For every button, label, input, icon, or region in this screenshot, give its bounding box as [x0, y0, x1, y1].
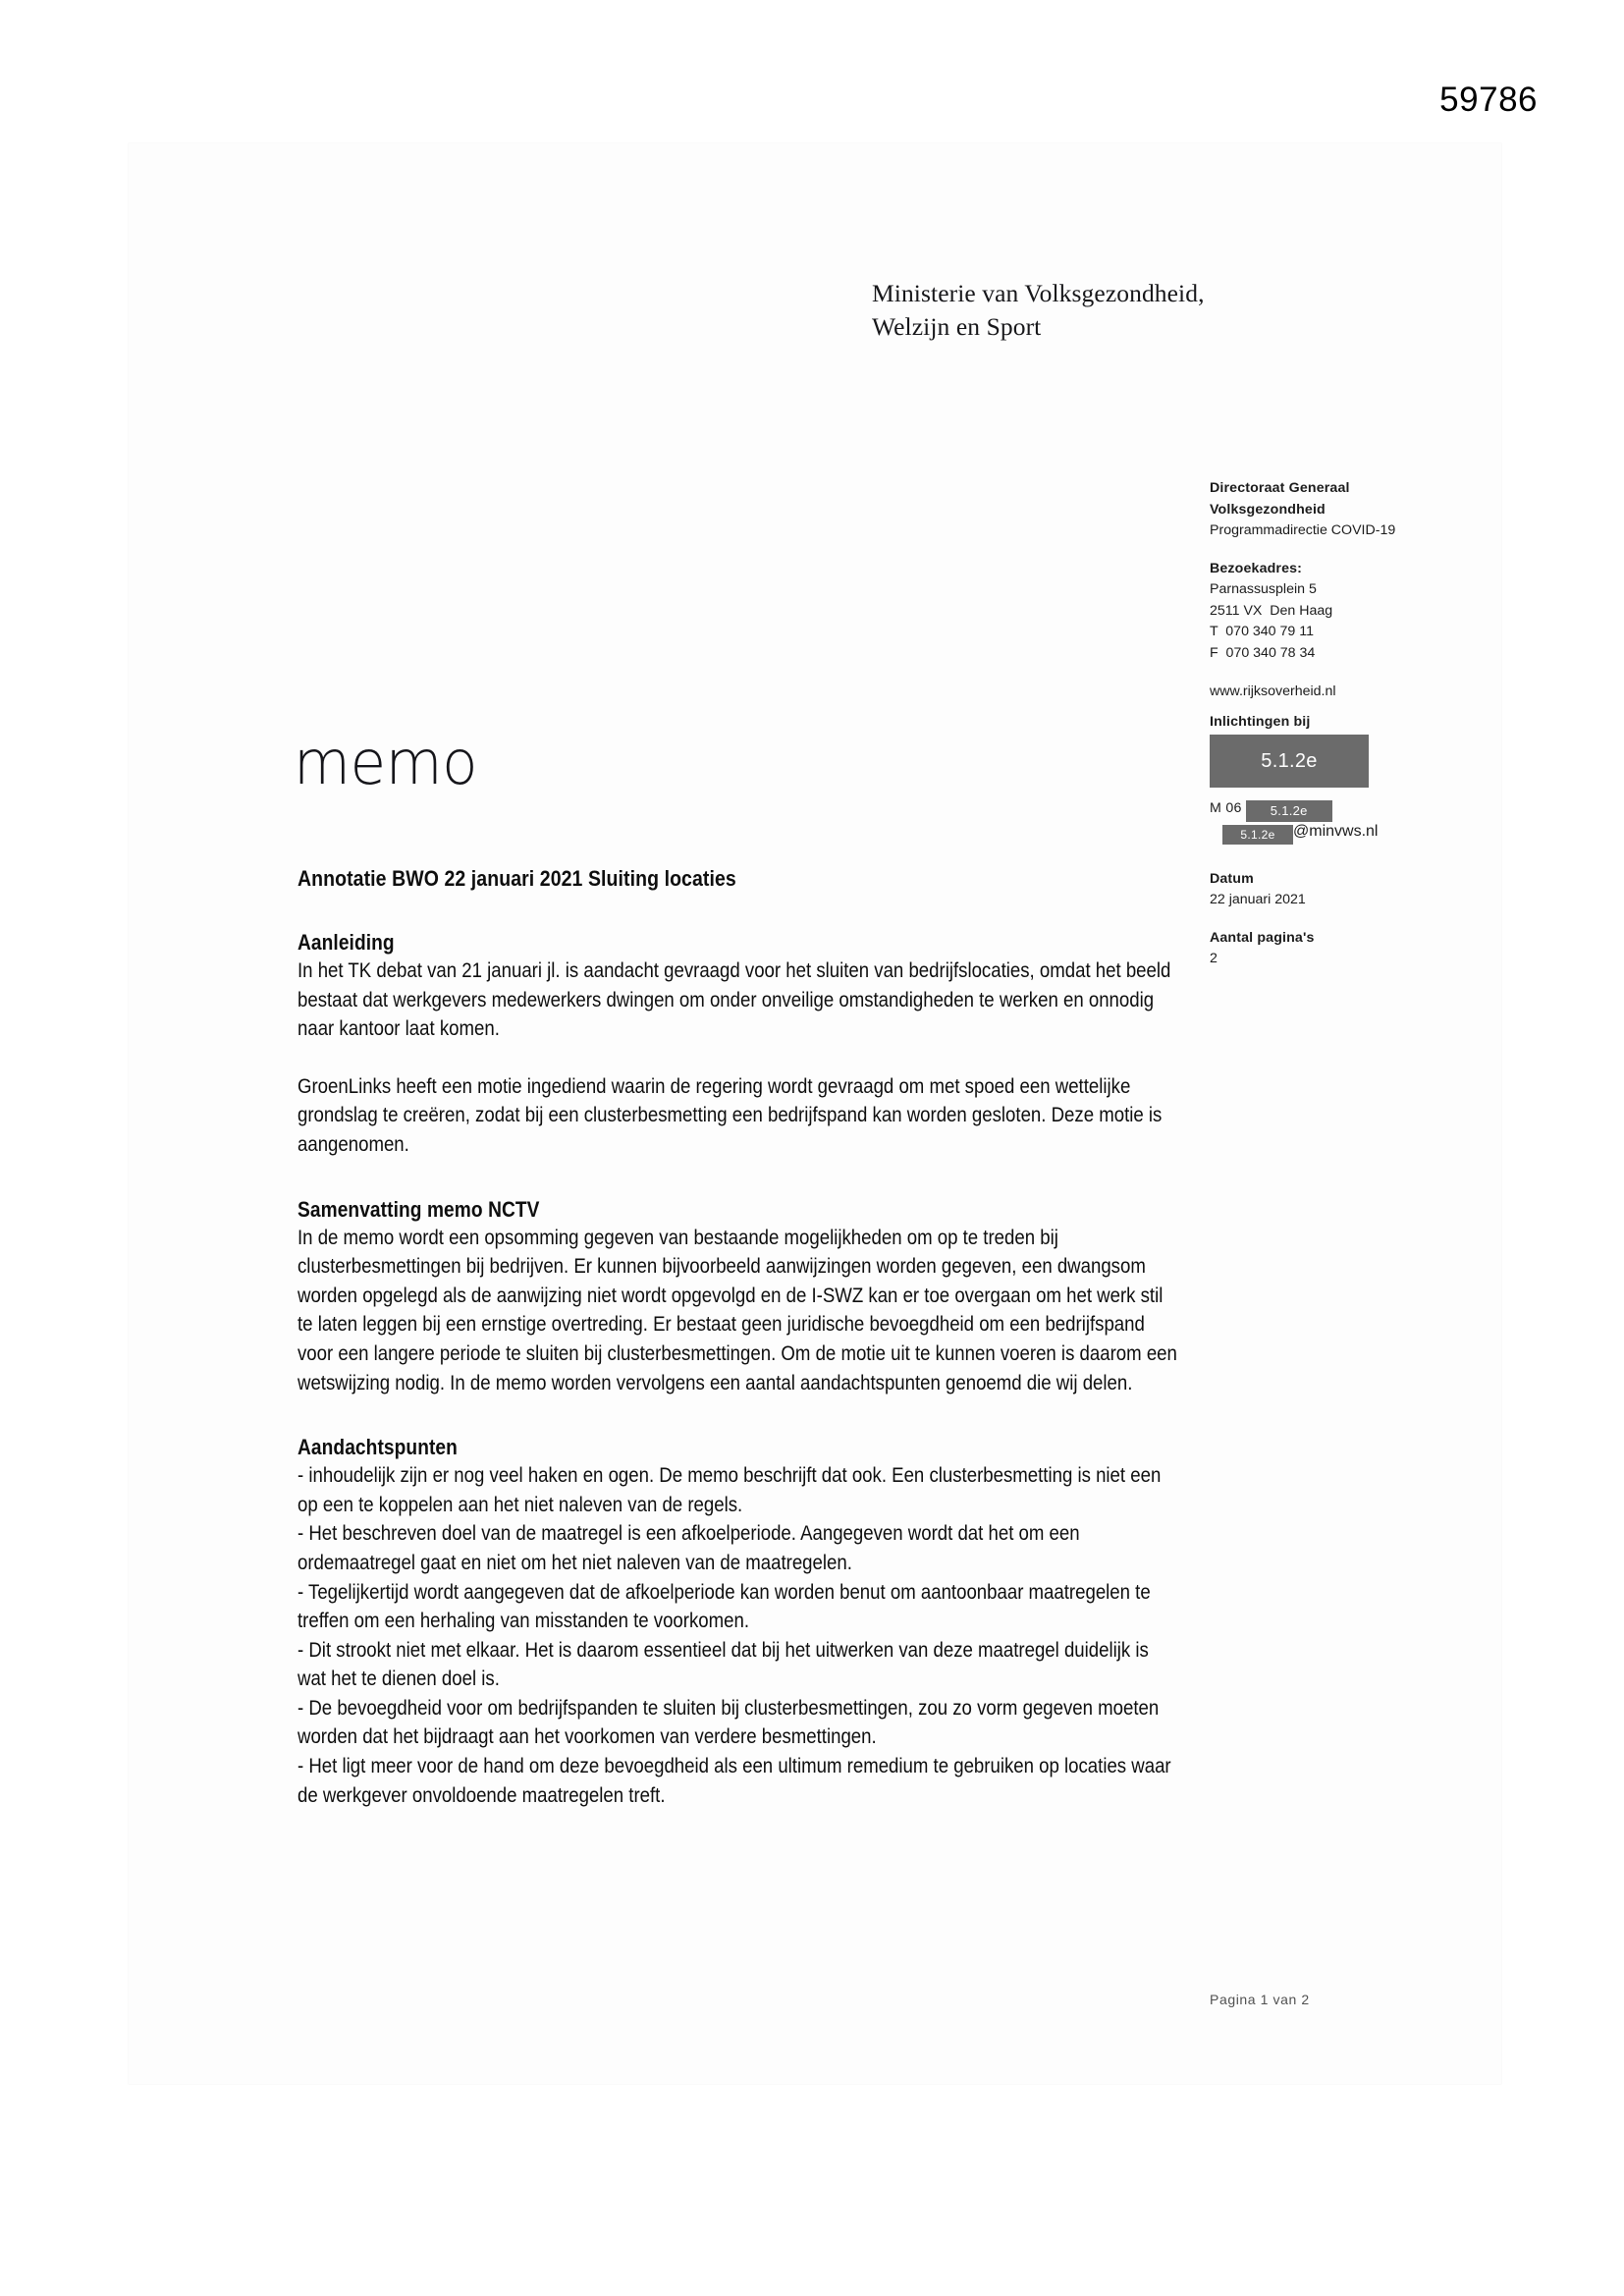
phone-number: T 070 340 79 11 [1210, 624, 1314, 640]
document-title: Annotatie BWO 22 januari 2021 Sluiting locaties [298, 866, 736, 891]
section-heading-samenvatting: Samenvatting memo NCTV [298, 1196, 540, 1222]
date-value: 22 januari 2021 [1210, 892, 1306, 908]
ministry-line-2: Welzijn en Sport [872, 312, 1042, 342]
spacer [1210, 702, 1477, 712]
directorate-line-1: Directoraat Generaal [1210, 480, 1350, 496]
paragraph-samenvatting-1: In de memo wordt een opsomming gegeven van bestaande mogelijkheden om op te treden bij clusterbesmettingen bij bedrijven. Er kunnen bijvoorbeeld aanwijzingen worden gegeven, een dwangsom worden opgelegd als de aanwijzing niet wordt opgevolgd en de I-SWZ kan er toe overgaan om het werk stil te laten leggen bij een ernstige overtreding. Er bestaat geen juridische bevoegdheid om een bedrijfspand voor een langere periode te sluiten bij clusterbesmettingen. Om de motie uit te kunnen voeren is daarom een wetswijzing nodig. In de memo worden vervolgens een aantal aandachtspunten genoemd die wij delen. [298, 1225, 1177, 1394]
list-item: - Dit strookt niet met elkaar. Het is daarom essentieel dat bij het uitwerken van deze maatregel duidelijk is wat het te dienen doel is. [298, 1637, 1149, 1691]
list-item: - Het ligt meer voor de hand om deze bevoegdheid als een ultimum remedium te gebruiken op locaties waar de werkgever onvoldoende maatregelen treft. [298, 1754, 1171, 1807]
scan-id-number: 59786 [1439, 81, 1538, 119]
address-city: 2511 VX Den Haag [1210, 602, 1333, 619]
spacer [1210, 788, 1477, 797]
page-indicator: Pagina 1 van 2 [1210, 1992, 1310, 2007]
fax-number: F 070 340 78 34 [1210, 645, 1316, 662]
redaction-box-email-user: 5.1.2e [1222, 825, 1293, 845]
section-heading-aandachtspunten: Aandachtspunten [298, 1435, 458, 1460]
memo-word-title: memo [294, 727, 478, 798]
ministry-logo-text [872, 277, 1205, 344]
spacer [1210, 845, 1477, 869]
paragraph-aanleiding-1: In het TK debat van 21 januari jl. is aandacht gevraagd voor het sluiten van bedrijfslocaties, omdat het beeld bestaat dat werkgevers medewerkers dwingen om onder onveilige omstandigheden te werken en onnodig naar kantoor laat komen. [298, 958, 1171, 1041]
redaction-box-mobile: 5.1.2e [1246, 800, 1332, 822]
list-item: - De bevoegdheid voor om bedrijfspanden te sluiten bij clusterbesmettingen, zou zo vorm gegeven moeten worden dat het bijdraagt aan het voorkomen van verdere besmettingen. [298, 1695, 1160, 1749]
website-url[interactable]: www.rijksoverheid.nl [1210, 683, 1336, 699]
section-heading-aanleiding: Aanleiding [298, 930, 395, 955]
redaction-box-contact-name: 5.1.2e [1210, 735, 1369, 788]
date-label: Datum [1210, 870, 1254, 887]
page-count-value: 2 [1210, 951, 1218, 967]
email-domain: @minvws.nl [1293, 823, 1379, 841]
spacer [1210, 665, 1477, 682]
contact-label: Inlichtingen bij [1210, 714, 1311, 731]
list-item: - Tegelijkertijd wordt aangegeven dat de afkoelperiode kan worden benut om aantoonbaar maatregelen te treffen om een herhaling van misstanden te voorkomen. [298, 1579, 1151, 1633]
visiting-address-label: Bezoekadres: [1210, 560, 1303, 576]
programme-directorate: Programmadirectie COVID-19 [1210, 522, 1396, 539]
directorate-line-2: Volksgezondheid [1210, 501, 1326, 518]
paragraph-aanleiding-2: GroenLinks heeft een motie ingediend waarin de regering wordt gevraagd om met spoed een wettelijke grondslag te creëren, zodat bij een clusterbesmetting een bedrijfspand kan worden gesloten. Deze motie is aangenomen. [298, 1073, 1163, 1156]
spacer [1210, 542, 1477, 559]
mobile-prefix: M 06 [1210, 799, 1242, 816]
ministry-line-1: Ministerie van Volksgezondheid, [872, 279, 1205, 307]
contact-email-row [1222, 820, 1477, 844]
contact-mobile-row [1210, 797, 1477, 820]
list-item: - inhoudelijk zijn er nog veel haken en ogen. De memo beschrijft dat ook. Een clusterbesmetting is niet een op een te koppelen aan het niet naleven van de regels. [298, 1463, 1162, 1516]
spacer [1210, 911, 1477, 928]
document-body [298, 864, 1181, 1810]
address-street: Parnassusplein 5 [1210, 581, 1317, 598]
meta-sidebar [1210, 478, 1477, 970]
aandachtspunten-list [298, 1461, 1181, 1810]
list-item: - Het beschreven doel van de maatregel is een afkoelperiode. Aangegeven wordt dat het om een ordemaatregel gaat en niet om het niet naleven van de maatregelen. [298, 1521, 1080, 1574]
page-count-label: Aantal pagina's [1210, 929, 1315, 946]
